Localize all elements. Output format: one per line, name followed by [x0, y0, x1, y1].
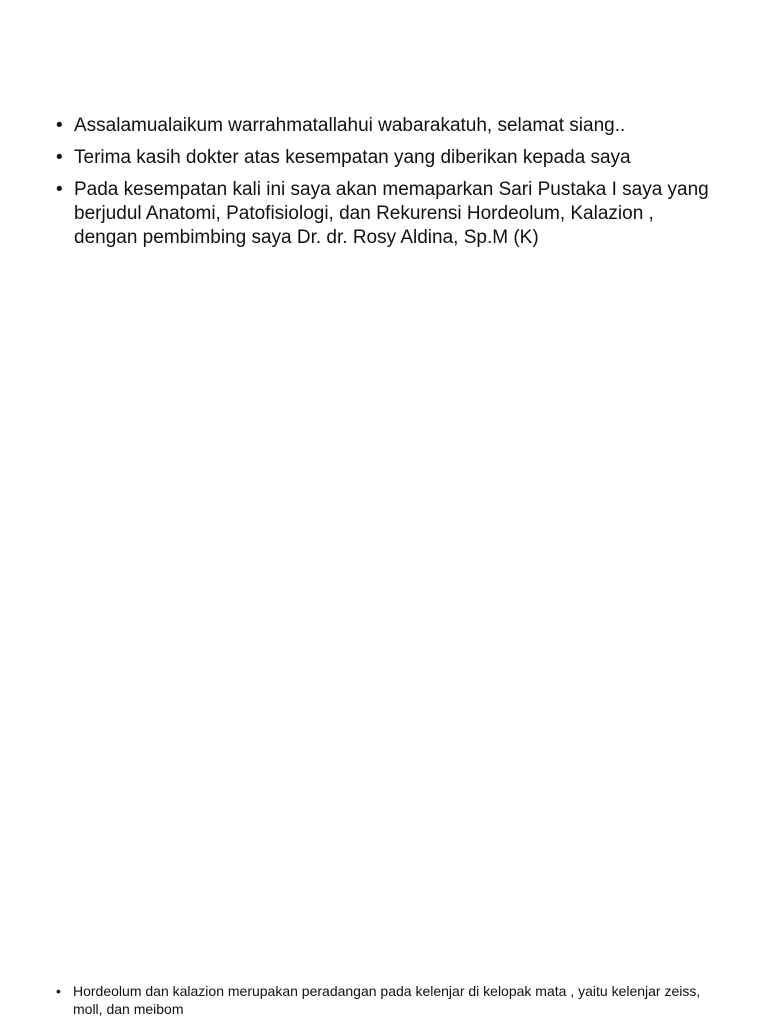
bullet-text: Terima kasih dokter atas kesempatan yang diberikan kepada saya: [74, 147, 631, 168]
bullet-text: Hordeolum dan kalazion merupakan peradangan pada kelenjar di kelopak mata , yaitu kelenjar zeiss, moll, dan meibom: [73, 983, 701, 1017]
slide-page-2: [0, 960, 768, 1024]
bullet-item-thanks: [56, 146, 716, 170]
bullet-point-icon: •: [56, 179, 63, 200]
bullet-text: Pada kesempatan kali ini saya akan memaparkan Sari Pustaka I saya yang berjudul Anatomi, Patofisiologi, dan Rekurensi Hordeolum, Kalazion , dengan pembimbing saya Dr. dr. Rosy Aldina, Sp.M (K): [74, 179, 709, 248]
bullet-point-icon: •: [56, 115, 63, 136]
bullet-list: [56, 114, 716, 258]
bullet-item-presentation: [56, 178, 716, 250]
bullet-text: Assalamualaikum warrahmatallahui wabarakatuh, selamat siang..: [74, 115, 626, 136]
bullet-item-greeting: [56, 114, 716, 138]
bullet-list: [56, 982, 726, 1018]
bullet-item-definition: [56, 982, 726, 1018]
bullet-point-icon: •: [56, 983, 61, 999]
bullet-point-icon: •: [56, 147, 63, 168]
